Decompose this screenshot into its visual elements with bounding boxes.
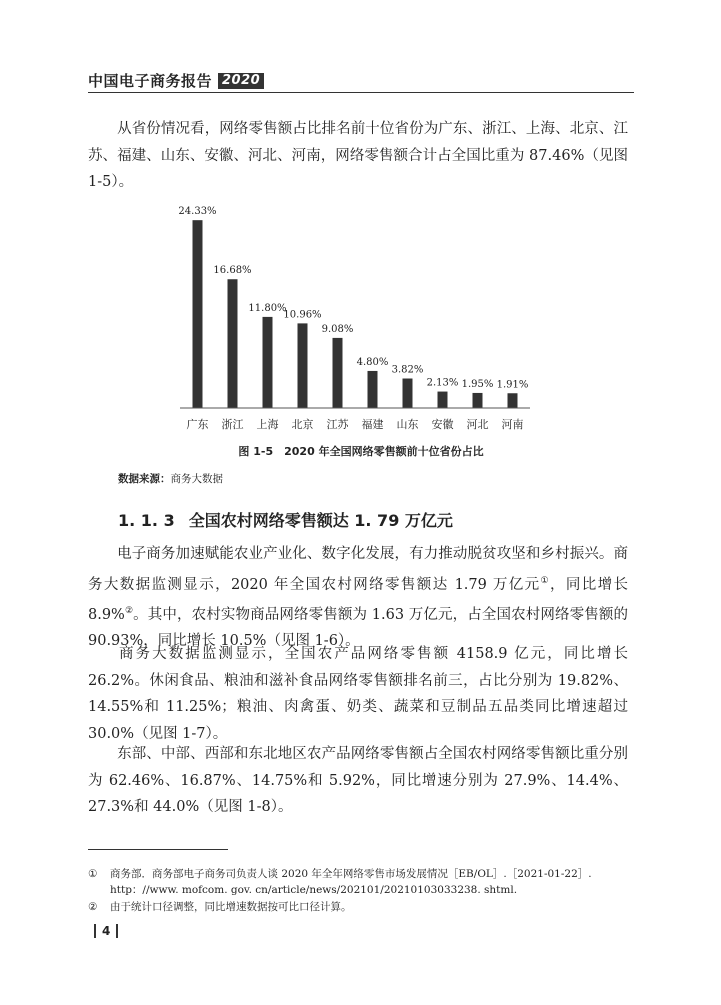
bar-1: [193, 220, 203, 408]
paragraph-agri-text: 商务大数据监测显示，全国农产品网络零售额 4158.9 亿元，同比增长 26.2%。休闲食品、粮油和滋补食品网络零售额排名前三，占比分别为 19.82%、14.55%和 11.25%；粮油、肉禽蛋、奶类、蔬菜和豆制品五品类同比增速超过 30.0%（见图 1-7）。: [88, 646, 628, 742]
bar-6: [368, 371, 378, 408]
value-label-4: 10.96%: [283, 309, 322, 321]
section-title: 全国农村网络零售额达 1. 79 万亿元: [188, 511, 453, 530]
value-label-8: 2.13%: [426, 377, 459, 389]
category-label-1: 广东: [186, 418, 209, 431]
bar-4: [298, 323, 308, 408]
category-label-4: 北京: [291, 418, 314, 431]
bar-9: [473, 393, 483, 408]
page-number-bar-right: [116, 924, 118, 938]
paragraph-region-text: 东部、中部、西部和东北地区农产品网络零售额占全国农村网络零售额比重分别为 62.46%、16.87%、14.75%和 5.92%，同比增速分别为 27.9%、14.4%、27.3%和 44.0%（见图 1-8）。: [88, 746, 628, 815]
page-number-bar-left: [94, 924, 96, 938]
footnote-2: [88, 899, 634, 915]
footnote-1-mark: ①: [88, 868, 98, 880]
source-text: 商务大数据: [170, 473, 223, 485]
bar-8: [438, 392, 448, 408]
category-label-7: 山东: [396, 418, 419, 431]
value-label-5: 9.08%: [321, 323, 354, 335]
paragraph-agri: [88, 641, 628, 747]
header-rule: [88, 92, 634, 93]
category-label-3: 上海: [256, 418, 279, 431]
footnote-ref-2[interactable]: ②: [124, 605, 134, 616]
bar-7: [403, 379, 413, 408]
value-label-3: 11.80%: [248, 302, 287, 314]
province-share-bar-chart: [170, 190, 540, 440]
running-header: [88, 70, 264, 91]
page-number-value: 4: [102, 924, 111, 938]
footnote-rule: [88, 849, 228, 850]
page-number: [88, 924, 124, 938]
bar-5: [333, 338, 343, 408]
paragraph-rural-text-c: 。其中，农村实物商品网络零售额为 1.63 万亿元，占全国农村网络零售额的 90.93%，同比增长 10.5%（见图 1-6）。: [88, 606, 628, 650]
value-label-6: 4.80%: [356, 356, 389, 368]
section-heading: [118, 508, 453, 531]
category-label-10: 河南: [501, 418, 524, 431]
source-label: 数据来源：: [118, 473, 171, 485]
value-label-7: 3.82%: [391, 364, 424, 376]
header-title: 中国电子商务报告: [88, 72, 213, 90]
footnote-2-mark: ②: [88, 901, 98, 913]
bar-3: [263, 317, 273, 408]
paragraph-rural-text-b: ，同比增长 8.9%: [88, 576, 628, 623]
figure-caption: 图 1-5 2020 年全国网络零售额前十位省份占比: [238, 445, 484, 458]
value-label-2: 16.68%: [213, 265, 252, 277]
category-label-8: 安徽: [431, 418, 454, 431]
figure-source: [118, 471, 223, 486]
footnote-1-line2[interactable]: http：//www. mofcom. gov. cn/article/news/202101/20210103033238. shtml.: [110, 884, 518, 896]
value-label-9: 1.95%: [461, 378, 494, 390]
category-label-2: 浙江: [221, 418, 244, 431]
footnote-1-line1: 商务部．商务部电子商务司负责人谈 2020 年全年网络零售市场发展情况［EB/OL］.［2021-01-22］.: [110, 868, 592, 880]
value-label-1: 24.33%: [178, 206, 217, 218]
paragraph-region: [88, 741, 628, 821]
paragraph-province-text: 从省份情况看，网络零售额占比排名前十位省份为广东、浙江、上海、北京、江苏、福建、山东、安徽、河北、河南，网络零售额合计占全国比重为 87.46%（见图 1-5）。: [88, 121, 628, 190]
bar-2: [228, 279, 238, 408]
footnote-2-line1: 由于统计口径调整，同比增速数据按可比口径计算。: [110, 901, 352, 913]
paragraph-rural-text-a: 电子商务加速赋能农业产业化、数字化发展，有力推动脱贫攻坚和乡村振兴。商务大数据监测显示，2020 年全国农村网络零售额达 1.79 万亿元: [88, 546, 628, 593]
footnote-1: [88, 866, 634, 898]
section-number: 1. 1. 3: [118, 511, 175, 530]
category-label-9: 河北: [466, 418, 489, 431]
paragraph-rural: [88, 541, 628, 655]
header-year-badge: 2020: [218, 73, 264, 89]
category-label-6: 福建: [361, 418, 384, 431]
value-label-10: 1.91%: [496, 379, 529, 391]
chart-category-labels: [187, 417, 524, 431]
footnote-ref-1[interactable]: ①: [540, 575, 550, 586]
bar-10: [508, 393, 518, 408]
paragraph-province: [88, 116, 628, 196]
category-label-5: 江苏: [326, 418, 349, 431]
